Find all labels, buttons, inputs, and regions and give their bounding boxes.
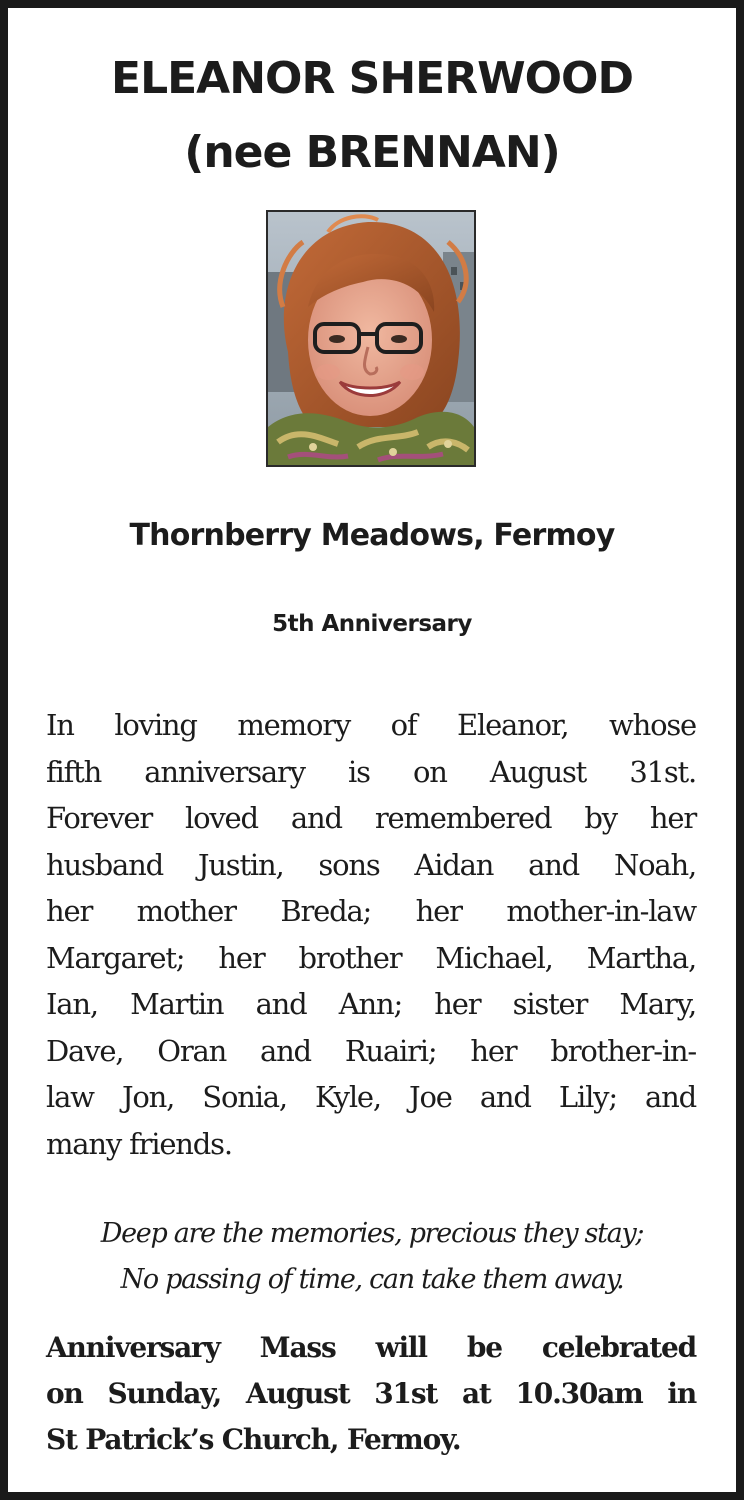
memorial-text-line: Forever loved and remembered by her [46,801,696,835]
memorial-text-line: Ian, Martin and Ann; her sister Mary, [46,987,696,1021]
mass-announcement [46,1325,696,1463]
deceased-name: ELEANOR SHERWOOD [111,53,633,104]
memorial-text-line: many friends. [46,1126,232,1161]
mass-line: Anniversary Mass will be celebrated [46,1331,696,1364]
verse-line-1: Deep are the memories, precious they stay; [100,1218,644,1249]
memorial-verse [8,1211,736,1303]
portrait-photo [266,210,476,467]
memorial-text-line: Dave, Oran and Ruairi; her brother-in- [46,1033,696,1068]
verse-line-2: No passing of time, can take them away. [120,1264,624,1295]
mass-line: St Patrick’s Church, Fermoy. [46,1423,461,1456]
address: Thornberry Meadows, Fermoy [129,518,615,553]
maiden-name: (nee BRENNAN) [184,127,560,178]
memorial-text [46,702,696,1167]
memorial-text-line: fifth anniversary is on August 31st. [46,754,696,789]
anniversary-label: 5th Anniversary [272,611,472,637]
memorial-text-line: law Jon, Sonia, Kyle, Joe and Lily; and [46,1080,696,1114]
mass-line: on Sunday, August 31st at 10.30am in [46,1377,696,1410]
memorial-text-line: husband Justin, sons Aidan and Noah, [46,847,696,882]
memorial-text-line: In loving memory of Eleanor, whose [46,708,696,742]
memorial-text-line: her mother Breda; her mother-in-law [46,894,696,928]
memorial-text-line: Margaret; her brother Michael, Martha, [46,940,696,975]
